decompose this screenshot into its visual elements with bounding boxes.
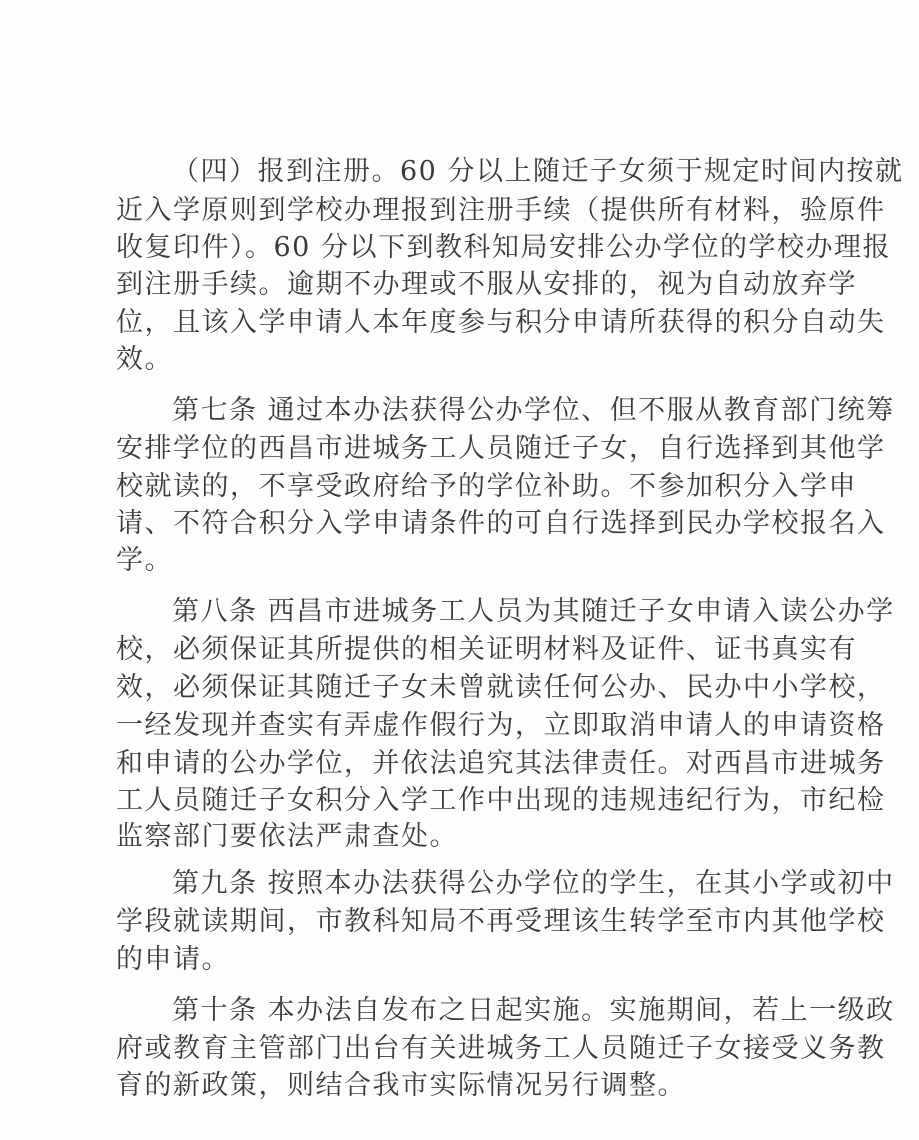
text-line: 学段就读期间，市教科知局不再受理该生转学至市内其他学校 <box>116 906 886 937</box>
text-line: （四）报到注册。60 分以上随迁子女须于规定时间内按就 <box>172 156 904 187</box>
text-line: 府或教育主管部门出台有关进城务工人员随迁子女接受义务教 <box>116 1033 886 1064</box>
text-line: 第九条 按照本办法获得公办学位的学生，在其小学或初中 <box>172 868 895 899</box>
text-line: 的申请。 <box>116 944 230 975</box>
text-line: 监察部门要依法严肃查处。 <box>116 821 458 852</box>
text-line: 校，必须保证其所提供的相关证明材料及证件、证书真实有 <box>116 634 857 665</box>
text-line: 育的新政策，则结合我市实际情况另行调整。 <box>116 1070 686 1101</box>
text-line: 到注册手续。逾期不办理或不服从安排的，视为自动放弃学 <box>116 269 857 300</box>
text-line: 位，且该入学申请人本年度参与积分申请所获得的积分自动失 <box>116 307 886 338</box>
text-line: 安排学位的西昌市进城务工人员随迁子女，自行选择到其他学 <box>116 433 886 464</box>
text-line: 效。 <box>116 344 173 375</box>
text-line: 效，必须保证其随迁子女未曾就读任何公办、民办中小学校， <box>116 672 886 703</box>
text-line: 第十条 本办法自发布之日起实施。实施期间，若上一级政 <box>172 995 895 1026</box>
text-line: 和申请的公办学位，并依法追究其法律责任。对西昌市进城务 <box>116 748 886 779</box>
text-line: 校就读的，不享受政府给予的学位补助。不参加积分入学申 <box>116 471 857 502</box>
text-line: 一经发现并查实有弄虚作假行为，立即取消申请人的申请资格 <box>116 710 886 741</box>
text-line: 工人员随迁子女积分入学工作中出现的违规违纪行为，市纪检 <box>116 785 886 816</box>
text-line: 第七条 通过本办法获得公办学位、但不服从教育部门统筹 <box>172 395 895 426</box>
text-line: 学。 <box>116 545 173 576</box>
text-line: 请、不符合积分入学申请条件的可自行选择到民办学校报名入 <box>116 508 886 539</box>
text-line: 收复印件）。60 分以下到教科知局安排公办学位的学校办理报 <box>116 232 891 263</box>
text-line: 近入学原则到学校办理报到注册手续（提供所有材料，验原件 <box>116 195 886 226</box>
text-line: 第八条 西昌市进城务工人员为其随迁子女申请入读公办学 <box>172 596 895 627</box>
